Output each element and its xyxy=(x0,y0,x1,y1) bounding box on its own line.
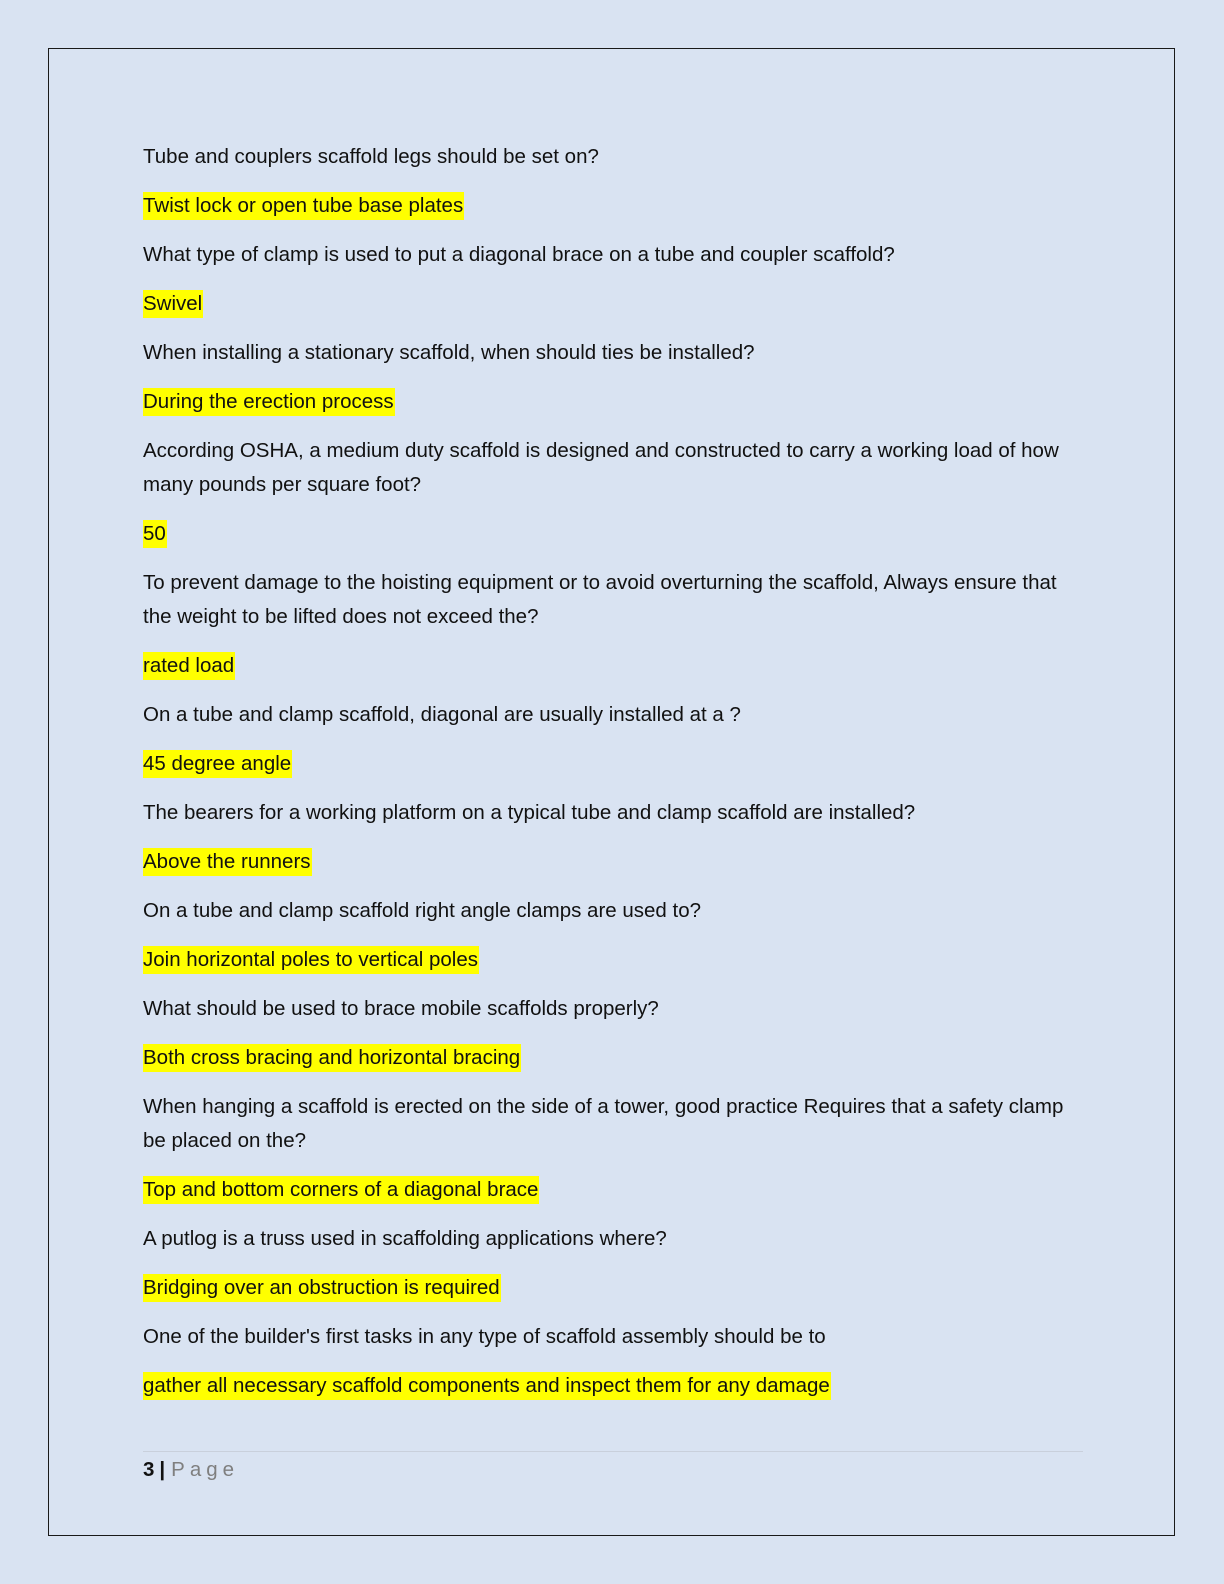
question-text: One of the builder's first tasks in any type of scaffold assembly should be to xyxy=(143,1325,826,1348)
question-text: What should be used to brace mobile scaffolds properly? xyxy=(143,997,659,1020)
answer-text xyxy=(143,1271,1083,1305)
answer-text xyxy=(143,649,1083,683)
qa-item xyxy=(143,1090,1083,1207)
answer-text xyxy=(143,1173,1083,1207)
qa-item xyxy=(143,894,1083,977)
qa-item xyxy=(143,698,1083,781)
qa-item xyxy=(143,238,1083,321)
page-number: 3 xyxy=(143,1458,155,1481)
page-footer xyxy=(143,1456,239,1484)
footer-divider xyxy=(143,1451,1083,1452)
question-text: When hanging a scaffold is erected on the side of a tower, good practice Requires that a safety clamp be placed on the? xyxy=(143,1095,1064,1152)
answer-highlight: 45 degree angle xyxy=(143,750,292,778)
answer-highlight: Join horizontal poles to vertical poles xyxy=(143,946,479,974)
question-text: A putlog is a truss used in scaffolding applications where? xyxy=(143,1227,667,1250)
qa-item xyxy=(143,1222,1083,1305)
answer-highlight: Both cross bracing and horizontal bracing xyxy=(143,1044,521,1072)
answer-text xyxy=(143,517,1083,551)
qa-item xyxy=(143,336,1083,419)
answer-highlight: 50 xyxy=(143,520,167,548)
qa-item xyxy=(143,566,1083,683)
question-text: What type of clamp is used to put a diagonal brace on a tube and coupler scaffold? xyxy=(143,243,895,266)
answer-highlight: Swivel xyxy=(143,290,203,318)
answer-highlight: During the erection process xyxy=(143,388,395,416)
question-text: When installing a stationary scaffold, when should ties be installed? xyxy=(143,341,755,364)
answer-text xyxy=(143,747,1083,781)
question-text: The bearers for a working platform on a typical tube and clamp scaffold are installed? xyxy=(143,801,916,824)
question-text: On a tube and clamp scaffold right angle clamps are used to? xyxy=(143,899,702,922)
answer-highlight: rated load xyxy=(143,652,235,680)
answer-text xyxy=(143,287,1083,321)
document-body xyxy=(143,140,1083,1418)
answer-highlight: Top and bottom corners of a diagonal brace xyxy=(143,1176,539,1204)
footer-separator: | xyxy=(159,1458,166,1481)
answer-highlight: Bridging over an obstruction is required xyxy=(143,1274,501,1302)
answer-text xyxy=(143,943,1083,977)
answer-text xyxy=(143,845,1083,879)
answer-text xyxy=(143,1369,1083,1403)
answer-highlight: gather all necessary scaffold components and inspect them for any damage xyxy=(143,1372,831,1400)
answer-text xyxy=(143,1041,1083,1075)
question-text: To prevent damage to the hoisting equipment or to avoid overturning the scaffold, Always ensure that the weight to be lifted does not exceed the? xyxy=(143,571,1057,628)
qa-item xyxy=(143,1320,1083,1403)
qa-item xyxy=(143,434,1083,551)
question-text: On a tube and clamp scaffold, diagonal are usually installed at a ? xyxy=(143,703,741,726)
question-text: Tube and couplers scaffold legs should be set on? xyxy=(143,145,599,168)
answer-text xyxy=(143,189,1083,223)
qa-item xyxy=(143,140,1083,223)
page-label: Page xyxy=(171,1458,240,1481)
answer-text xyxy=(143,385,1083,419)
question-text: According OSHA, a medium duty scaffold is designed and constructed to carry a working load of how many pounds per square foot? xyxy=(143,439,1059,496)
qa-item xyxy=(143,992,1083,1075)
answer-highlight: Above the runners xyxy=(143,848,312,876)
answer-highlight: Twist lock or open tube base plates xyxy=(143,192,464,220)
qa-item xyxy=(143,796,1083,879)
